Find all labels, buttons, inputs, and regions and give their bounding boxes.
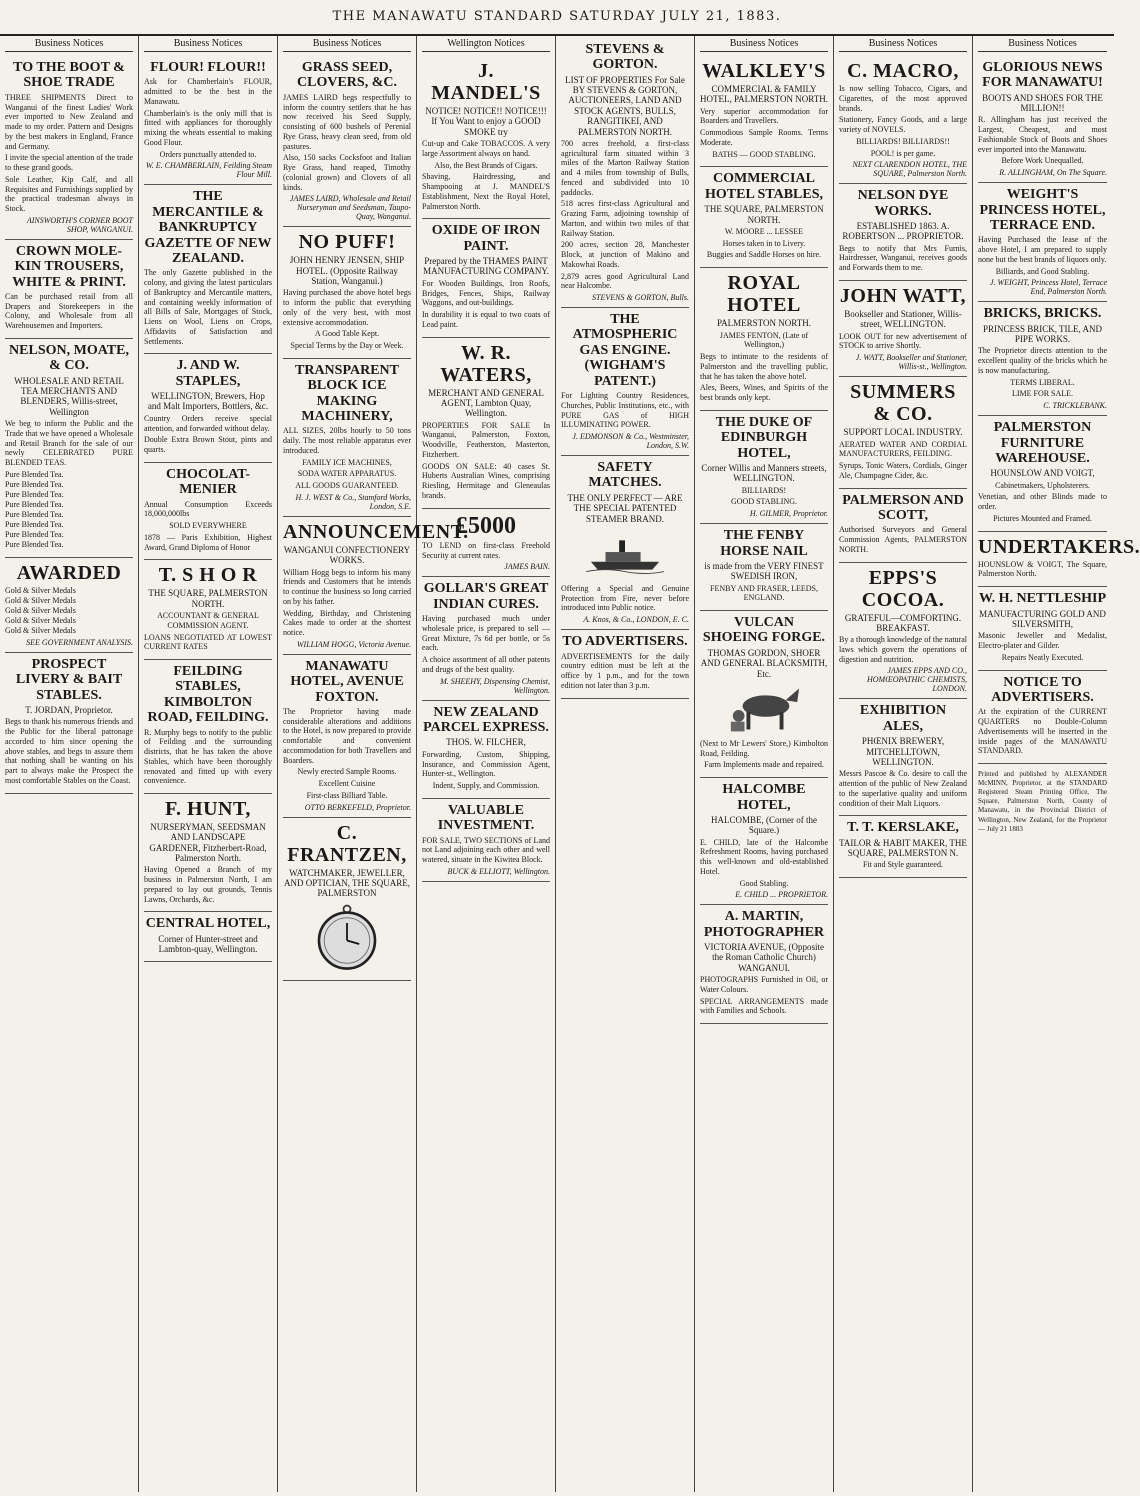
advertisement: [283, 818, 411, 981]
ad-paragraph: Is now selling Tobacco, Cigars, and Cigarettes, of the most approved brands.: [839, 84, 967, 113]
ad-title: J. AND W. STAPLES,: [175, 358, 241, 389]
ad-signature: R. ALLINGHAM, On The Square.: [999, 168, 1107, 178]
advertisement: [978, 302, 1107, 416]
advertisement: [700, 56, 828, 167]
ad-subtitle: T. JORDAN, Proprietor.: [25, 705, 113, 716]
advertisement: [422, 338, 550, 509]
ad-signature: J. WATT, Bookseller and Stationer, Willis-st., Wellington.: [855, 353, 967, 372]
ad-signature: A. Knos, & Co., LONDON, E. C.: [583, 615, 689, 625]
ad-title: NELSON, MOATE, & CO.: [9, 342, 129, 374]
ad-subtitle: NOTICE! NOTICE!! NOTICE!!! If You Want to enjoy a GOOD SMOKE try: [425, 106, 547, 137]
ad-paragraph: Ask for Chamberlain's FLOUR, admitted to be the best in the Manawatu.: [144, 77, 272, 106]
advertisement: [5, 240, 133, 339]
ad-paragraph: THREE SHIPMENTS Direct to Wanganui of the finest Ladies' Work ever imported to New Zealand and made to my order. Pattern and Designs by the best makers in England, France and Germany.: [5, 92, 133, 151]
ad-title: C. MACRO,: [847, 60, 959, 82]
ad-paragraph: Fit and Style guaranteed.: [863, 860, 943, 870]
ad-subtitle: TAILOR & HABIT MAKER, THE SQUARE, PALMERSTON N.: [839, 837, 967, 859]
ad-paragraph: Sole Leather, Kip Calf, and all Requisites and Furnishings supplied by the practical tradesman always in Stock.: [5, 174, 133, 214]
ad-paragraph: Stationery, Fancy Goods, and a large variety of NOVELS.: [839, 115, 967, 134]
ad-subtitle: WATCHMAKER, JEWELLER, AND OPTICIAN, THE SQUARE, PALMERSTON: [283, 867, 411, 899]
ad-title: ROYAL HOTEL: [727, 272, 801, 317]
ad-list-item: Gold & Silver Medals: [5, 625, 76, 635]
ad-title: VALUABLE INVESTMENT.: [437, 802, 535, 834]
ad-paragraph: R. Allingham has just received the Largest, Cheapest, and most Fashionable Stock of Boots and Shoes ever imported into the Manawatu.: [978, 115, 1107, 154]
ad-paragraph: Buggies and Saddle Horses on hire.: [706, 250, 822, 260]
ad-title: TO THE BOOT & SHOE TRADE: [13, 60, 125, 91]
ad-paragraph: Annual Consumption Exceeds 18,000,000lbs: [144, 499, 272, 519]
ad-title: AWARDED: [16, 561, 122, 584]
ad-subtitle: COMMERCIAL & FAMILY HOTEL, PALMERSTON NORTH.: [700, 84, 828, 105]
advertisement: [839, 56, 967, 184]
ad-paragraph: Before Work Unequalled.: [1001, 156, 1084, 166]
ad-paragraph: E. CHILD, late of the Halcombe Refreshment Rooms, having purchased this well-known and old-established Hotel.: [700, 837, 828, 876]
ad-list-item: Gold & Silver Medals: [5, 605, 76, 615]
ad-title: GOLLAR'S GREAT INDIAN CURES.: [423, 581, 549, 612]
ad-title: VULCAN SHOEING FORGE.: [702, 615, 826, 646]
ad-paragraph: The Proprietor directs attention to the excellent quality of the bricks which he is now manufacturing.: [978, 346, 1107, 375]
ad-paragraph: Wedding, Birthday, and Christening Cakes made to order at the shortest notice.: [283, 608, 411, 638]
ad-paragraph: Indent, Supply, and Commission.: [432, 781, 540, 791]
ad-title: COMMERCIAL HOTEL STABLES,: [704, 171, 823, 202]
advertisement: [144, 560, 272, 660]
ad-paragraph: Syrups, Tonic Waters, Cordials, Ginger Ale, Champagne Cider, &c.: [839, 461, 967, 480]
advertisement: [700, 524, 828, 611]
ad-title: EPPS'S COCOA.: [861, 566, 945, 611]
ad-signature: H. GILMER, Proprietor.: [749, 509, 828, 519]
ad-paragraph: By a thorough knowledge of the natural laws which govern the operations of digestion and nutrition.: [839, 635, 967, 664]
ad-paragraph: PROPERTIES FOR SALE In Wanganui, Palmerston, Foxton, Woodville, Featherston, Masterton, Fitzherbert.: [422, 420, 550, 459]
ad-signature: C. TRICKLEBANK.: [1043, 401, 1107, 411]
ad-signature: WILLIAM HOGG, Victoria Avenue.: [296, 639, 411, 649]
ad-paragraph: Begs to intimate to the residents of Palmerston and the travelling public, that he has taken the above hotel.: [700, 352, 828, 381]
ad-list-item: Pure Blended Tea.: [5, 499, 64, 509]
ad-title: FLOUR! FLOUR!!: [150, 60, 266, 75]
advertisement: [144, 354, 272, 462]
ad-subtitle: Bookseller and Stationer, Willis-street, WELLINGTON.: [844, 308, 962, 330]
ad-title: THE MERCANTILE & BANKRUPTCY GAZETTE OF NEW ZEALAND.: [144, 189, 272, 266]
ad-title: W. R. WATERS,: [440, 341, 532, 386]
ad-paragraph: ALL GOODS GUARANTEED.: [295, 481, 399, 491]
column-header: Wellington Notices: [422, 38, 550, 52]
ad-paragraph: BILLIARDS!: [741, 485, 787, 495]
ad-paragraph: 2,879 acres good Agricultural Land near Halcombe.: [561, 271, 689, 291]
ad-subtitle: THE ONLY PERFECT — ARE THE SPECIAL PATENTED STEAMER BRAND.: [567, 492, 683, 524]
ad-paragraph: Horses taken in to Livery.: [722, 238, 806, 248]
ad-list-item: Pure Blended Tea.: [5, 489, 64, 499]
ad-list-item: Gold & Silver Medals: [5, 585, 76, 595]
ad-paragraph: Good Stabling.: [739, 878, 789, 888]
masthead-title: THE MANAWATU STANDARD SATURDAY JULY 21, 1883.: [332, 9, 782, 24]
ad-title: C. FRANTZEN,: [287, 821, 407, 866]
ad-paragraph: TERMS LIBERAL.: [1010, 377, 1075, 387]
ad-subtitle: NURSERYMAN, SEEDSMAN AND LANDSCAPE GARDENER, Fitzherbert-Road, Palmerston North.: [149, 822, 267, 864]
ad-paragraph: SPECIAL ARRANGEMENTS made with Families and Schools.: [700, 996, 828, 1016]
column-3: [278, 36, 469, 1492]
advertisement: [422, 219, 550, 337]
ad-subtitle: THOMAS GORDON, SHOER AND GENERAL BLACKSMITH, Etc.: [700, 647, 828, 679]
ad-list-item: Pure Blended Tea.: [5, 509, 64, 519]
ad-signature: JAMES EPPS AND CO., HOMŒOPATHIC CHEMISTS, LONDON.: [867, 666, 967, 694]
ad-title: OXIDE OF IRON PAINT.: [431, 223, 541, 254]
blacksmith-horse-icon: [725, 682, 803, 736]
ad-paragraph: Special Terms by the Day or Week.: [290, 341, 404, 351]
column-header: Business Notices: [978, 38, 1107, 52]
ad-subtitle: WANGANUI CONFECTIONERY WORKS.: [283, 544, 411, 566]
ad-paragraph: GOODS ON SALE: 40 cases St. Huberts Australian Wines, comprising Riesling, Hermitage and Gleneaulas brands.: [422, 461, 550, 500]
ad-paragraph: Having purchased the above hotel begs to inform the public that everything only of the very best, with most extensive accommodation.: [283, 288, 411, 327]
ad-paragraph: At the expiration of the CURRENT QUARTERS no Double-Column Advertisements will be inserted in the inside pages of the MANAWATU STANDARD.: [978, 707, 1107, 756]
ad-paragraph: Can be purchased retail from all Drapers and Storekeepers in the Colony, and Wholesale from all Warehousemen and Importers.: [5, 291, 133, 331]
ad-subtitle: WELLINGTON, Brewers, Hop and Malt Importers, Bottlers, &c.: [147, 391, 269, 412]
ad-title: JOHN WATT,: [839, 284, 967, 307]
ad-paragraph: LOANS NEGOTIATED AT LOWEST CURRENT RATES: [144, 632, 272, 652]
ad-signature: BUCK & ELLIOTT, Wellington.: [447, 866, 550, 876]
column-8: [973, 36, 1140, 1492]
ad-paragraph: Having Purchased the lease of the above Hotel, I am prepared to supply none but the best brands of liquors only.: [978, 235, 1107, 264]
ad-list-item: Pure Blended Tea.: [5, 519, 64, 529]
advertisement: [700, 778, 828, 905]
ad-subtitle: HALCOMBE, (Corner of the Square.): [711, 814, 817, 836]
ad-title: NELSON DYE WORKS.: [857, 188, 949, 219]
ad-paragraph: Cabinetmakers, Upholsterers.: [995, 480, 1090, 490]
ad-paragraph: Excellent Cuisine: [318, 779, 376, 789]
advertisement: [283, 359, 411, 517]
ad-title: NEW ZEALAND PARCEL EXPRESS.: [423, 704, 549, 736]
advertisement: [700, 268, 828, 411]
ad-paragraph: Masonic Jeweller and Medalist, Electro-plater and Gilder.: [978, 631, 1107, 651]
advertisement: [144, 912, 272, 961]
advertisement: [5, 339, 133, 558]
ad-title: BRICKS, BRICKS.: [983, 306, 1102, 322]
ad-paragraph: Country Orders receive special attention, and forwarded without delay.: [144, 413, 272, 433]
ad-signature: E. CHILD ... PROPRIETOR.: [735, 890, 828, 900]
ad-paragraph: Double Extra Brown Stout, pints and quarts.: [144, 435, 272, 455]
ad-paragraph: ALL SIZES, 20lbs hourly to 50 tons daily. The most reliable apparatus ever introduced.: [283, 426, 411, 455]
advertisement: [839, 699, 967, 816]
ad-title: CHOCOLAT-MENIER: [165, 466, 250, 498]
ad-title: A. MARTIN, PHOTOGRAPHER: [703, 909, 825, 940]
ad-paragraph: Repairs Neatly Executed.: [1001, 652, 1084, 662]
ad-paragraph: BATHS — GOOD STABLING.: [712, 149, 816, 159]
ad-title: J. MANDEL'S: [431, 60, 541, 104]
advertisement: [144, 794, 272, 912]
advertisement: [978, 587, 1107, 670]
ad-signature: AINSWORTH'S CORNER BOOT SHOP, WANGANUI.: [26, 215, 133, 234]
ad-paragraph: GOOD STABLING.: [730, 497, 798, 507]
ad-title: GRASS SEED, CLOVERS, &C.: [297, 60, 397, 91]
ad-signature: OTTO BERKEFELD, Proprietor.: [304, 802, 411, 812]
ad-subtitle: LIST OF PROPERTIES For Sale BY STEVENS & GORTON, AUCTIONEERS, LAND AND STOCK AGENTS, BULLS, RANGITIKEI, AND PALMERSTON NORTH.: [565, 74, 685, 137]
ad-list-item: Pure Blended Tea.: [5, 529, 64, 539]
column-header: Business Notices: [700, 38, 828, 52]
ad-paragraph: LOOK OUT for new advertisement of STOCK to arrive Shortly.: [839, 331, 967, 351]
column-header: Business Notices: [839, 38, 967, 52]
ad-paragraph: For Wooden Buildings, Iron Roofs, Bridges, Fences, Ships, Railway Waggons, and out-buildings.: [422, 278, 550, 308]
column-5: [556, 36, 695, 1492]
ad-paragraph: Newly erected Sample Rooms.: [297, 767, 397, 777]
ad-list-item: Pure Blended Tea.: [5, 469, 64, 479]
advertisement: [283, 227, 411, 359]
ad-signature: M. SHEEHY, Dispensing Chemist, Wellington.: [440, 676, 550, 695]
advertisement: [144, 185, 272, 354]
advertisement: [839, 377, 967, 488]
ad-list-item: Gold & Silver Medals: [5, 595, 76, 605]
ad-title: WEIGHT'S PRINCESS HOTEL, TERRACE END.: [979, 187, 1106, 233]
ad-title: CENTRAL HOTEL,: [145, 916, 271, 932]
column-header: Business Notices: [5, 38, 133, 52]
ad-signature: JAMES LAIRD, Wholesale and Retail Nurseryman and Seedsman, Taupo-Quay, Wanganui.: [289, 194, 411, 222]
ad-paragraph: Billiards, and Good Stabling.: [995, 266, 1090, 276]
ad-title: MANAWATU HOTEL, AVENUE FOXTON.: [290, 658, 404, 705]
ad-list-item: Pure Blended Tea.: [5, 479, 64, 489]
advertisement: [839, 184, 967, 281]
steamer-icon: [586, 527, 664, 581]
advertisement: [700, 167, 828, 268]
ad-paragraph: 1878 — Paris Exhibition, Highest Award, Grand Diploma of Honor: [144, 532, 272, 552]
advertisement: [839, 563, 967, 700]
ad-paragraph: 700 acres freehold, a first-class agricultural farm situated within 3 miles of the Marton Railway Station and 4 miles from township of Bulls, fenced and subdivided into 10 paddocks.: [561, 138, 689, 197]
ad-paragraph: Chamberlain's is the only mill that is fitted with appliances for thoroughly mixing the wheats essential to making Good Flour.: [144, 108, 272, 147]
advertisement: [561, 456, 689, 630]
advertisement: [5, 56, 133, 240]
ad-paragraph: Forwarding, Custom, Shipping, Insurance, and Commission Agent, Hunter-st., Wellington.: [422, 749, 550, 779]
advertisement: [839, 816, 967, 878]
ad-title: NO PUFF!: [298, 231, 396, 254]
advertisement: [978, 56, 1107, 183]
ad-paragraph: ADVERTISEMENTS for the daily country edition must be left at the office by 1 p.m., and for the town edition not later than 3 p.m.: [561, 651, 689, 690]
advertisement: [283, 517, 469, 655]
masthead: [0, 0, 1114, 36]
ad-title: T. T. KERSLAKE,: [847, 820, 959, 836]
ad-paragraph: (Next to Mr Lewers' Store,) Kimbolton Road, Feilding.: [700, 738, 828, 758]
ad-subtitle: HOUNSLOW AND VOIGT,: [990, 468, 1095, 479]
ad-subtitle: MERCHANT AND GENERAL AGENT, Lambton Quay, Wellington.: [428, 387, 544, 419]
ad-title: W. H. NETTLESHIP: [978, 591, 1107, 607]
ad-subtitle: GRATEFUL—COMFORTING. BREAKFAST.: [844, 612, 962, 633]
ad-paragraph: Messrs Pascoe & Co. desire to call the attention of the public of New Zealand to the superlative quality and uniform condition of their Malt Liquors.: [839, 769, 967, 808]
advertisement: [144, 463, 272, 561]
ad-title: CROWN MOLE-KIN TROUSERS, WHITE & PRINT.: [12, 243, 126, 290]
ad-paragraph: A choice assortment of all other patents and drugs of the best quality.: [422, 655, 550, 674]
ad-subtitle: PHŒNIX BREWERY, MITCHELLTOWN, WELLINGTON.: [861, 736, 945, 767]
column-4: [417, 36, 556, 1492]
ad-subtitle: PALMERSTON NORTH.: [717, 318, 811, 329]
ad-title: EXHIBITION ALES,: [859, 703, 947, 734]
ad-paragraph: ACCOUNTANT & GENERAL COMMISSION AGENT.: [157, 611, 259, 630]
ad-paragraph: JAMES FENTON, (Late of Wellington,): [719, 330, 809, 350]
ad-title: PALMERSON AND SCOTT,: [842, 492, 964, 523]
column-header: Business Notices: [144, 38, 272, 52]
advertisement: [978, 183, 1107, 302]
ad-title: HALCOMBE HOTEL,: [722, 782, 806, 813]
ad-title: PALMERSTON FURNITURE WAREHOUSE.: [993, 420, 1092, 466]
ad-signature: JAMES BAIN.: [504, 562, 550, 572]
ad-paragraph: The Proprietor having made considerable alterations and additions to the Hotel, is now prepared to provide comfortable and convenient accommodation for both Travellers and Boarders.: [283, 706, 411, 765]
ad-subtitle: THE SQUARE, PALMERSTON NORTH.: [148, 588, 268, 609]
ad-paragraph: Venetian, and other Blinds made to order.: [978, 492, 1107, 512]
ad-paragraph: Cut-up and Cake TOBACCOS. A very large Assortment always on hand.: [422, 139, 550, 158]
advertisement: [839, 489, 967, 563]
ad-subtitle: WHOLESALE AND RETAIL TEA MERCHANTS AND BLENDERS, Willis-street, Wellington: [14, 375, 124, 417]
ad-paragraph: I invite the special attention of the trade to these grand goods.: [5, 153, 133, 173]
ad-list-item: Pure Blended Tea.: [5, 539, 64, 549]
ad-title: THE ATMOSPHERIC GAS ENGINE. (WIGHAM'S PATENT.): [572, 312, 678, 389]
ad-paragraph: 200 acres, section 28, Manchester Block, at junction of Makino and Makowhai Roads.: [561, 240, 689, 269]
ad-paragraph: Begs to thank his numerous friends and the Public for the liberal patronage accorded to him since opening the above stables, and begs to assure them that nothing shall be wanting on his part to always make the Prospect the most comfortable Stables on the Coast.: [5, 717, 133, 785]
advertisement: [561, 308, 689, 456]
ad-list: [5, 470, 133, 550]
advertisement: [561, 630, 689, 698]
advertisement: [283, 655, 411, 818]
ad-list-item: Gold & Silver Medals: [5, 615, 76, 625]
ad-paragraph: First-class Billiard Table.: [306, 790, 388, 800]
ad-paragraph: In durability it is equal to two coats of Lead paint.: [422, 310, 550, 329]
ad-paragraph: R. Murphy begs to notify to the public of Feilding and the surrounding districts, that he has taken the above Stables, which have been thoroughly renovated and fitted up with every convenience.: [144, 727, 272, 786]
ad-title: SAFETY MATCHES.: [588, 460, 662, 491]
column-2: [139, 36, 278, 1492]
ad-paragraph: Pictures Mounted and Framed.: [993, 513, 1092, 523]
ad-title: FEILDING STABLES, KIMBOLTON ROAD, FEILDING.: [147, 664, 269, 726]
advertisement: [422, 509, 550, 578]
advertisement: [422, 799, 550, 882]
column-7: [834, 36, 973, 1492]
ad-subtitle: PRINCESS BRICK, TILE, AND PIPE WORKS.: [982, 323, 1103, 345]
advertisement: [561, 38, 689, 308]
ad-paragraph: Offering a Special and Genuine Protection from Fire, never before introduced into Public notice.: [561, 583, 689, 613]
ad-paragraph: Also, the Best Brands of Cigars.: [434, 160, 538, 170]
ad-subtitle: Prepared by the THAMES PAINT MANUFACTURING COMPANY.: [423, 256, 549, 277]
ad-paragraph: SOLD EVERYWHERE: [169, 521, 247, 531]
ad-title: GLORIOUS NEWS FOR MANAWATU!: [982, 60, 1103, 91]
ad-title: NOTICE TO ADVERTISERS.: [991, 674, 1094, 705]
ad-subtitle: SUPPORT LOCAL INDUSTRY.: [843, 427, 963, 438]
ad-signature: STEVENS & GORTON, Bulls.: [592, 293, 689, 303]
advertisement-columns: [0, 36, 1140, 1492]
advertisement: [978, 416, 1107, 532]
ad-title: T. S H O R: [158, 564, 258, 587]
pocket-watch-icon: [308, 902, 386, 972]
ad-paragraph: TO LEND on first-class Freehold Security at current rates.: [422, 540, 550, 560]
ad-paragraph: AERATED WATER AND CORDIAL MANUFACTURERS, FEILDING.: [839, 439, 967, 459]
advertisement: [5, 653, 133, 794]
ad-paragraph: Orders punctually attended to.: [159, 149, 257, 159]
ad-subtitle: is made from the VERY FINEST SWEDISH IRON,: [704, 560, 824, 582]
advertisement: [422, 56, 550, 219]
ad-title: ANNOUNCEMENT.: [283, 520, 469, 543]
ad-paragraph: The only Gazette published in the colony, and giving the latest particulars of Bankruptcy and Mercantile matters, and containing weekly information of all Bills of Sale, Mortgages of Stock, Liens on Wool, Liens on Crops, Affidavits of Satisfaction and Settlements.: [144, 268, 272, 346]
ad-paragraph: FOR SALE, TWO SECTIONS of Land not Land adjoining each other and well watered, situate in the Kiwitea Block.: [422, 835, 550, 865]
ad-title: THE DUKE OF EDINBURGH HOTEL,: [715, 414, 813, 461]
ad-subtitle: JOHN HENRY JENSEN, SHIP HOTEL. (Opposite Railway Station, Wanganui.): [289, 255, 405, 286]
ad-signature: J. EDMONSON & Co., Westminster, London, S.W.: [572, 432, 689, 451]
ad-title: £5000: [456, 512, 516, 539]
advertisement: [283, 56, 411, 227]
advertisement: [422, 577, 550, 700]
ad-paragraph: A Good Table Kept.: [314, 329, 380, 339]
ad-paragraph: For Lighting Country Residences, Churches, Public Institutions, etc., with PURE GAS of HIGH ILLUMINATING POWER.: [561, 391, 689, 430]
advertisement: [144, 56, 272, 185]
advertisement: [5, 558, 133, 653]
ad-paragraph: HOUNSLOW & VOIGT, The Square, Palmerston North.: [978, 559, 1107, 579]
ad-title: UNDERTAKERS.: [978, 535, 1140, 558]
ad-paragraph: BILLIARDS! BILLIARDS!!: [856, 136, 950, 146]
ad-paragraph: Authorised Surveyors and General Commission Agents, PALMERSTON NORTH.: [839, 525, 967, 554]
ad-list: [5, 586, 133, 636]
ad-signature: J. WEIGHT, Princess Hotel, Terrace End, Palmerston North.: [989, 278, 1107, 297]
ad-paragraph: We beg to inform the Public and the Trade that we have opened a Wholesale and Retail Branch for the sale of our newly CELEBRATED PURE BLENDED TEAS.: [5, 419, 133, 468]
ad-paragraph: Very superior accommodation for Boarders and Travellers.: [700, 106, 828, 126]
ad-paragraph: Farm Implements made and repaired.: [704, 760, 824, 770]
advertisement: [700, 611, 828, 778]
ad-title: THE FENBY HORSE NAIL: [720, 528, 808, 559]
ad-signature: W. E. CHAMBERLAIN, Feilding Steam Flour Mill.: [145, 161, 272, 180]
ad-paragraph: Also, 150 sacks Cocksfoot and Italian Rye Grass, hand reaped, Timothy (colonial grown) and Clovers of all kinds.: [283, 153, 411, 192]
ad-paragraph: Begs to notify that Mrs Furnis, Hairdresser, Wanganui, receives goods and Forwards them to me.: [839, 243, 967, 273]
ad-paragraph: William Hogg begs to inform his many friends and Customers that he intends to continue the business so long carried on by his father.: [283, 567, 411, 606]
ad-title: TO ADVERTISERS.: [562, 634, 688, 650]
ad-paragraph: Ales, Beers, Wines, and Spirits of the best brands only kept.: [700, 383, 828, 402]
ad-paragraph: LIME FOR SALE.: [1011, 389, 1074, 399]
advertisement: [978, 532, 1140, 588]
ad-paragraph: JAMES LAIRD begs respectfully to inform the country settlers that he has now received his Seed Supply, consisting of 600 bushels of Perenial Rye Grass, heavy clean seed, from old pastures.: [283, 92, 411, 151]
ad-title: F. HUNT,: [165, 798, 251, 821]
ad-title: WALKLEY'S: [702, 60, 826, 82]
ad-paragraph: W. MOORE ... LESSEE: [724, 226, 804, 236]
ad-signature: NEXT CLARENDON HOTEL, THE SQUARE, Palmerston North.: [852, 160, 967, 179]
ad-subtitle: ESTABLISHED 1863. A. ROBERTSON ... PROPRIETOR.: [842, 221, 964, 242]
advertisement: [700, 905, 828, 1024]
advertisement: [422, 701, 550, 799]
ad-paragraph: Having Opened a Branch of my business in Palmerston North, I am prepared to lay out grounds, Tennis Lawns, Orchards, &c.: [144, 865, 272, 904]
advertisement: [978, 671, 1107, 765]
ad-paragraph: Having purchased much under wholesale price, is prepared to sell — Great Mixture, 7s 6d per bottle, or 5s each.: [422, 614, 550, 653]
ad-signature: H. J. WEST & Co., Stamford Works, London, S.E.: [295, 492, 411, 511]
ad-subtitle: MANUFACTURING GOLD AND SILVERSMITH,: [979, 608, 1106, 629]
ad-signature: SEE GOVERNMENT ANALYSIS.: [26, 637, 133, 647]
advertisement: [700, 411, 828, 524]
ad-subtitle: Corner of Hunter-street and Lambton-quay, Wellington.: [158, 933, 258, 955]
ad-title: STEVENS & GORTON.: [585, 42, 665, 73]
column-6: [695, 36, 834, 1492]
printer-imprint: Printed and published by ALEXANDER McMINN, Proprietor, at the STANDARD Registered Steam Printing Office, The Square, Palmerston North, County of Manawatu, in the Provincial District of Wellington, New Zealand, for the Proprietor — July 21 1883: [978, 770, 1107, 833]
ad-paragraph: Shaving, Hairdressing, and Shampooing at J. MANDEL'S Establishment, Next the Royal Hotel, Palmerston North.: [422, 172, 550, 211]
ad-paragraph: FAMILY ICE MACHINES,: [302, 457, 392, 467]
ad-paragraph: PHOTOGRAPHS Furnished in Oil, or Water Colours.: [700, 975, 828, 994]
ad-subtitle: THOS. W. FILCHER,: [446, 737, 526, 748]
column-header: Business Notices: [283, 38, 411, 52]
column-1: [0, 36, 139, 1492]
ad-subtitle: THE SQUARE, PALMERSTON NORTH.: [704, 204, 824, 225]
advertisement: [839, 281, 967, 377]
ad-subtitle: BOOTS AND SHOES FOR THE MILLION!!: [982, 92, 1103, 114]
ad-title: TRANSPARENT BLOCK ICE MAKING MACHINERY,: [295, 362, 399, 424]
ad-subtitle: Corner Willis and Manners streets, WELLINGTON.: [701, 462, 827, 484]
ad-paragraph: FENBY AND FRASER, LEEDS, ENGLAND.: [710, 583, 818, 603]
ad-paragraph: 518 acres first-class Agricultural and Grazing Farm, adjoining township of Marton, and within two miles of that Railway Station.: [561, 199, 689, 238]
ad-subtitle: VICTORIA AVENUE, (Opposite the Roman Catholic Church) WANGANUI.: [704, 942, 824, 973]
ad-title: PROSPECT LIVERY & BAIT STABLES.: [15, 656, 123, 703]
ad-paragraph: Commodious Sample Rooms. Terms Moderate.: [700, 128, 828, 147]
ad-title: SUMMERS & CO.: [850, 381, 956, 426]
ad-paragraph: POOL! is per game.: [870, 148, 936, 158]
advertisement: [144, 660, 272, 794]
ad-paragraph: SODA WATER APPARATUS.: [297, 469, 397, 479]
